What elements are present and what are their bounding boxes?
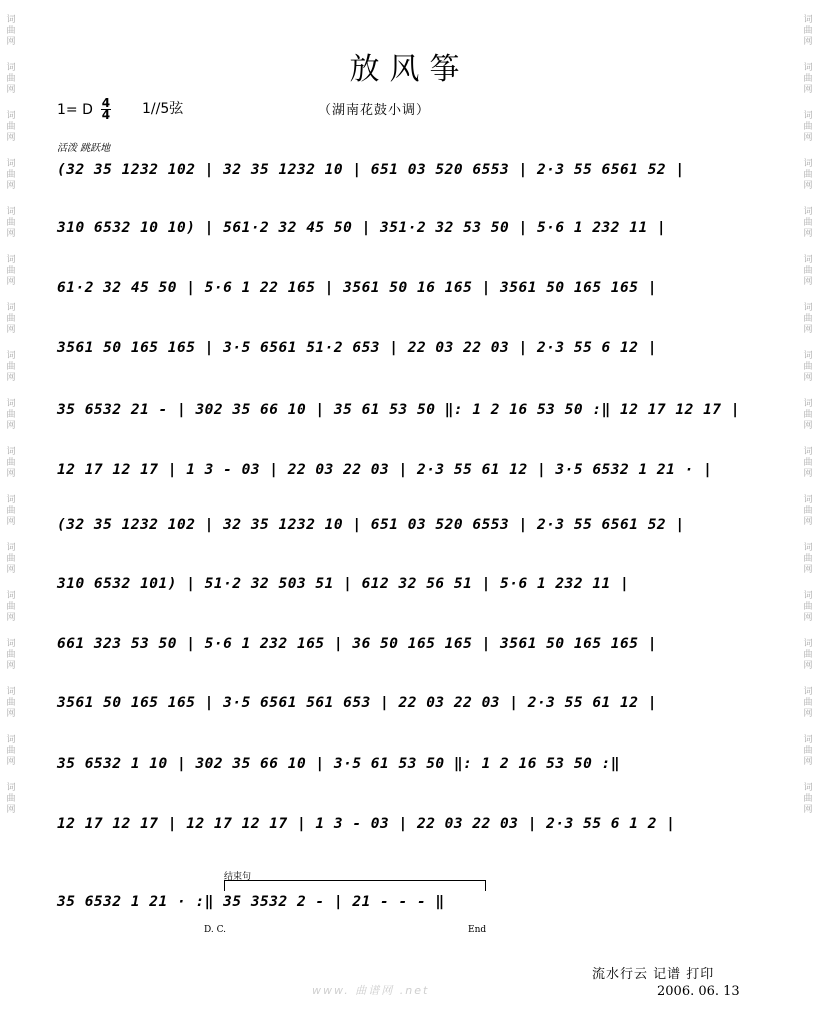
score-line: 61·2 32 45 50 | 5·6 1 22 165 | 3561 50 16 165 | 3561 50 165 165 | xyxy=(57,280,657,296)
watermark-glyph: 词 xyxy=(6,543,16,553)
watermark-glyph: 曲 xyxy=(6,410,16,420)
watermark-glyph: 网 xyxy=(6,661,16,671)
watermark-glyph: 词 xyxy=(803,111,813,121)
watermark-glyph: 词 xyxy=(6,351,16,361)
watermark-glyph: 词 xyxy=(803,495,813,505)
watermark-glyph-group xyxy=(803,303,812,336)
watermark-glyph: 词 xyxy=(6,207,16,217)
time-signature xyxy=(101,98,111,121)
watermark-glyph: 曲 xyxy=(803,170,813,180)
watermark-glyph: 词 xyxy=(6,495,16,505)
watermark-glyph-group xyxy=(803,591,812,624)
tempo-marking: 活泼 跳跃地 xyxy=(57,143,111,154)
watermark-glyph: 曲 xyxy=(803,218,813,228)
watermark-glyph-group xyxy=(803,783,812,816)
watermark-glyph: 词 xyxy=(6,111,16,121)
watermark-glyph: 曲 xyxy=(803,266,813,276)
watermark-glyph-group xyxy=(6,783,15,816)
watermark-glyph: 曲 xyxy=(803,602,813,612)
watermark-glyph: 词 xyxy=(6,447,16,457)
watermark-glyph: 曲 xyxy=(6,122,16,132)
watermark-glyph-group xyxy=(803,639,812,672)
score-line: (32 35 1232 102 | 32 35 1232 10 | 651 03 520 6553 | 2·3 55 6561 52 | xyxy=(57,517,685,533)
watermark-glyph-group xyxy=(803,543,812,576)
watermark-glyph-group xyxy=(6,687,15,720)
watermark-glyph: 曲 xyxy=(803,410,813,420)
watermark-glyph: 词 xyxy=(803,783,813,793)
watermark-glyph: 曲 xyxy=(6,170,16,180)
watermark-glyph-group xyxy=(6,351,15,384)
watermark-glyph: 网 xyxy=(6,565,16,575)
watermark-glyph: 网 xyxy=(803,661,813,671)
watermark-glyph: 网 xyxy=(803,421,813,431)
watermark-glyph-group xyxy=(803,111,812,144)
time-signature-top: 4 xyxy=(101,96,111,110)
watermark-glyph: 网 xyxy=(6,709,16,719)
watermark-glyph-group xyxy=(803,255,812,288)
watermark-glyph-group xyxy=(6,543,15,576)
watermark-glyph: 词 xyxy=(803,543,813,553)
watermark-glyph-group xyxy=(803,447,812,480)
time-signature-bottom: 4 xyxy=(101,108,111,122)
watermark-glyph: 词 xyxy=(6,687,16,697)
watermark-glyph: 网 xyxy=(6,133,16,143)
watermark-glyph: 词 xyxy=(6,63,16,73)
watermark-glyph: 网 xyxy=(803,805,813,815)
watermark-glyph: 词 xyxy=(6,255,16,265)
song-subtitle: （湖南花鼓小调） xyxy=(318,103,431,118)
watermark-glyph: 曲 xyxy=(803,506,813,516)
string-tuning: 1//5弦 xyxy=(142,101,184,117)
right-watermark-strip xyxy=(797,0,819,1035)
watermark-glyph: 曲 xyxy=(803,554,813,564)
watermark-glyph: 网 xyxy=(803,133,813,143)
watermark-glyph-group xyxy=(6,399,15,432)
watermark-glyph: 词 xyxy=(803,399,813,409)
watermark-glyph: 网 xyxy=(803,229,813,239)
watermark-glyph: 曲 xyxy=(803,26,813,36)
song-title: 放风筝 xyxy=(349,52,470,87)
watermark-glyph: 网 xyxy=(6,277,16,287)
watermark-glyph-group xyxy=(803,687,812,720)
watermark-glyph: 词 xyxy=(6,303,16,313)
watermark-glyph-group xyxy=(803,159,812,192)
score-line: 12 17 12 17 | 12 17 12 17 | 1 3 - 03 | 22 03 22 03 | 2·3 55 6 1 2 | xyxy=(57,816,676,832)
watermark-glyph: 曲 xyxy=(803,650,813,660)
watermark-glyph: 曲 xyxy=(803,314,813,324)
watermark-glyph: 词 xyxy=(6,639,16,649)
watermark-glyph: 网 xyxy=(6,229,16,239)
watermark-glyph: 网 xyxy=(803,277,813,287)
watermark-glyph: 词 xyxy=(803,159,813,169)
key-signature xyxy=(57,98,111,121)
da-capo-label: D. C. xyxy=(204,925,227,935)
watermark-glyph-group xyxy=(6,303,15,336)
watermark-glyph: 词 xyxy=(803,591,813,601)
watermark-glyph: 网 xyxy=(6,517,16,527)
watermark-glyph-group xyxy=(6,495,15,528)
watermark-glyph-group xyxy=(6,591,15,624)
watermark-glyph: 词 xyxy=(6,591,16,601)
watermark-glyph-group xyxy=(803,207,812,240)
transcription-date: 2006. 06. 13 xyxy=(657,984,740,999)
watermark-glyph-group xyxy=(803,495,812,528)
left-watermark-strip xyxy=(0,0,22,1035)
score-line: 12 17 12 17 | 1 3 - 03 | 22 03 22 03 | 2·3 55 61 12 | 3·5 6532 1 21 · | xyxy=(57,462,713,478)
score-line: (32 35 1232 102 | 32 35 1232 10 | 651 03 520 6553 | 2·3 55 6561 52 | xyxy=(57,162,685,178)
watermark-glyph: 网 xyxy=(6,805,16,815)
watermark-glyph: 曲 xyxy=(6,506,16,516)
watermark-glyph: 网 xyxy=(803,709,813,719)
watermark-glyph: 曲 xyxy=(6,602,16,612)
transcriber-credit: 流水行云 记谱 打印 xyxy=(592,967,715,982)
watermark-glyph: 网 xyxy=(803,325,813,335)
end-label: End xyxy=(468,925,487,935)
watermark-glyph: 网 xyxy=(6,757,16,767)
watermark-glyph: 网 xyxy=(6,181,16,191)
watermark-glyph: 曲 xyxy=(803,698,813,708)
ending-bracket xyxy=(224,880,486,891)
watermark-glyph-group xyxy=(6,159,15,192)
watermark-glyph: 网 xyxy=(803,757,813,767)
watermark-glyph: 网 xyxy=(803,565,813,575)
watermark-glyph: 词 xyxy=(6,735,16,745)
watermark-glyph: 词 xyxy=(803,687,813,697)
score-line: 3561 50 165 165 | 3·5 6561 51·2 653 | 22 03 22 03 | 2·3 55 6 12 | xyxy=(57,340,657,356)
watermark-glyph: 曲 xyxy=(6,26,16,36)
ending-phrase-label: 结束句 xyxy=(224,872,252,882)
watermark-glyph: 网 xyxy=(6,613,16,623)
watermark-glyph: 网 xyxy=(803,613,813,623)
watermark-glyph: 词 xyxy=(6,783,16,793)
watermark-glyph: 词 xyxy=(803,255,813,265)
watermark-glyph-group xyxy=(6,447,15,480)
watermark-glyph: 曲 xyxy=(6,554,16,564)
watermark-glyph: 词 xyxy=(803,207,813,217)
score-line: 3561 50 165 165 | 3·5 6561 561 653 | 22 03 22 03 | 2·3 55 61 12 | xyxy=(57,695,657,711)
score-line: 310 6532 10 10) | 561·2 32 45 50 | 351·2 32 53 50 | 5·6 1 232 11 | xyxy=(57,220,667,236)
watermark-glyph: 词 xyxy=(6,399,16,409)
watermark-glyph: 曲 xyxy=(6,362,16,372)
watermark-glyph: 曲 xyxy=(6,746,16,756)
watermark-glyph: 网 xyxy=(6,421,16,431)
watermark-glyph-group xyxy=(803,399,812,432)
watermark-glyph-group xyxy=(6,639,15,672)
watermark-glyph: 网 xyxy=(6,37,16,47)
score-line: 35 6532 21 - | 302 35 66 10 | 35 61 53 50 ‖: 1 2 16 53 50 :‖ 12 17 12 17 | xyxy=(57,402,741,418)
watermark-glyph: 词 xyxy=(803,351,813,361)
watermark-glyph: 词 xyxy=(803,303,813,313)
watermark-glyph: 网 xyxy=(6,85,16,95)
watermark-glyph-group xyxy=(803,351,812,384)
watermark-glyph-group xyxy=(6,255,15,288)
watermark-glyph: 曲 xyxy=(6,266,16,276)
watermark-glyph: 曲 xyxy=(803,122,813,132)
watermark-glyph-group xyxy=(6,735,15,768)
watermark-glyph: 曲 xyxy=(6,218,16,228)
key-label: 1= D xyxy=(57,101,93,118)
watermark-glyph: 曲 xyxy=(6,458,16,468)
watermark-glyph-group xyxy=(6,207,15,240)
watermark-glyph: 词 xyxy=(6,15,16,25)
watermark-glyph: 曲 xyxy=(6,74,16,84)
watermark-glyph: 网 xyxy=(803,517,813,527)
watermark-glyph: 词 xyxy=(803,15,813,25)
watermark-glyph: 词 xyxy=(803,63,813,73)
score-line: 661 323 53 50 | 5·6 1 232 165 | 36 50 165 165 | 3561 50 165 165 | xyxy=(57,636,657,652)
watermark-glyph: 网 xyxy=(6,469,16,479)
watermark-glyph: 曲 xyxy=(6,650,16,660)
watermark-glyph: 曲 xyxy=(803,458,813,468)
watermark-glyph: 曲 xyxy=(803,794,813,804)
watermark-glyph: 网 xyxy=(803,85,813,95)
watermark-glyph: 曲 xyxy=(6,698,16,708)
watermark-glyph: 词 xyxy=(803,735,813,745)
watermark-glyph: 词 xyxy=(6,159,16,169)
watermark-glyph: 词 xyxy=(803,639,813,649)
watermark-glyph: 曲 xyxy=(803,74,813,84)
watermark-glyph: 网 xyxy=(6,373,16,383)
score-line: 310 6532 101) | 51·2 32 503 51 | 612 32 56 51 | 5·6 1 232 11 | xyxy=(57,576,630,592)
watermark-glyph: 曲 xyxy=(803,362,813,372)
watermark-glyph: 词 xyxy=(803,447,813,457)
watermark-glyph: 网 xyxy=(803,37,813,47)
watermark-glyph: 网 xyxy=(6,325,16,335)
watermark-glyph: 曲 xyxy=(803,746,813,756)
score-line: 35 6532 1 10 | 302 35 66 10 | 3·5 61 53 50 ‖: 1 2 16 53 50 :‖ xyxy=(57,756,621,772)
watermark-glyph: 网 xyxy=(803,373,813,383)
watermark-glyph-group xyxy=(803,735,812,768)
watermark-glyph: 网 xyxy=(803,181,813,191)
site-watermark: www. 曲谱网 .net xyxy=(312,984,430,997)
score-line: 35 6532 1 21 · :‖ 35 3532 2 - | 21 - - - ‖ xyxy=(57,894,445,910)
watermark-glyph: 网 xyxy=(803,469,813,479)
watermark-glyph: 曲 xyxy=(6,314,16,324)
watermark-glyph-group xyxy=(6,111,15,144)
watermark-glyph: 曲 xyxy=(6,794,16,804)
